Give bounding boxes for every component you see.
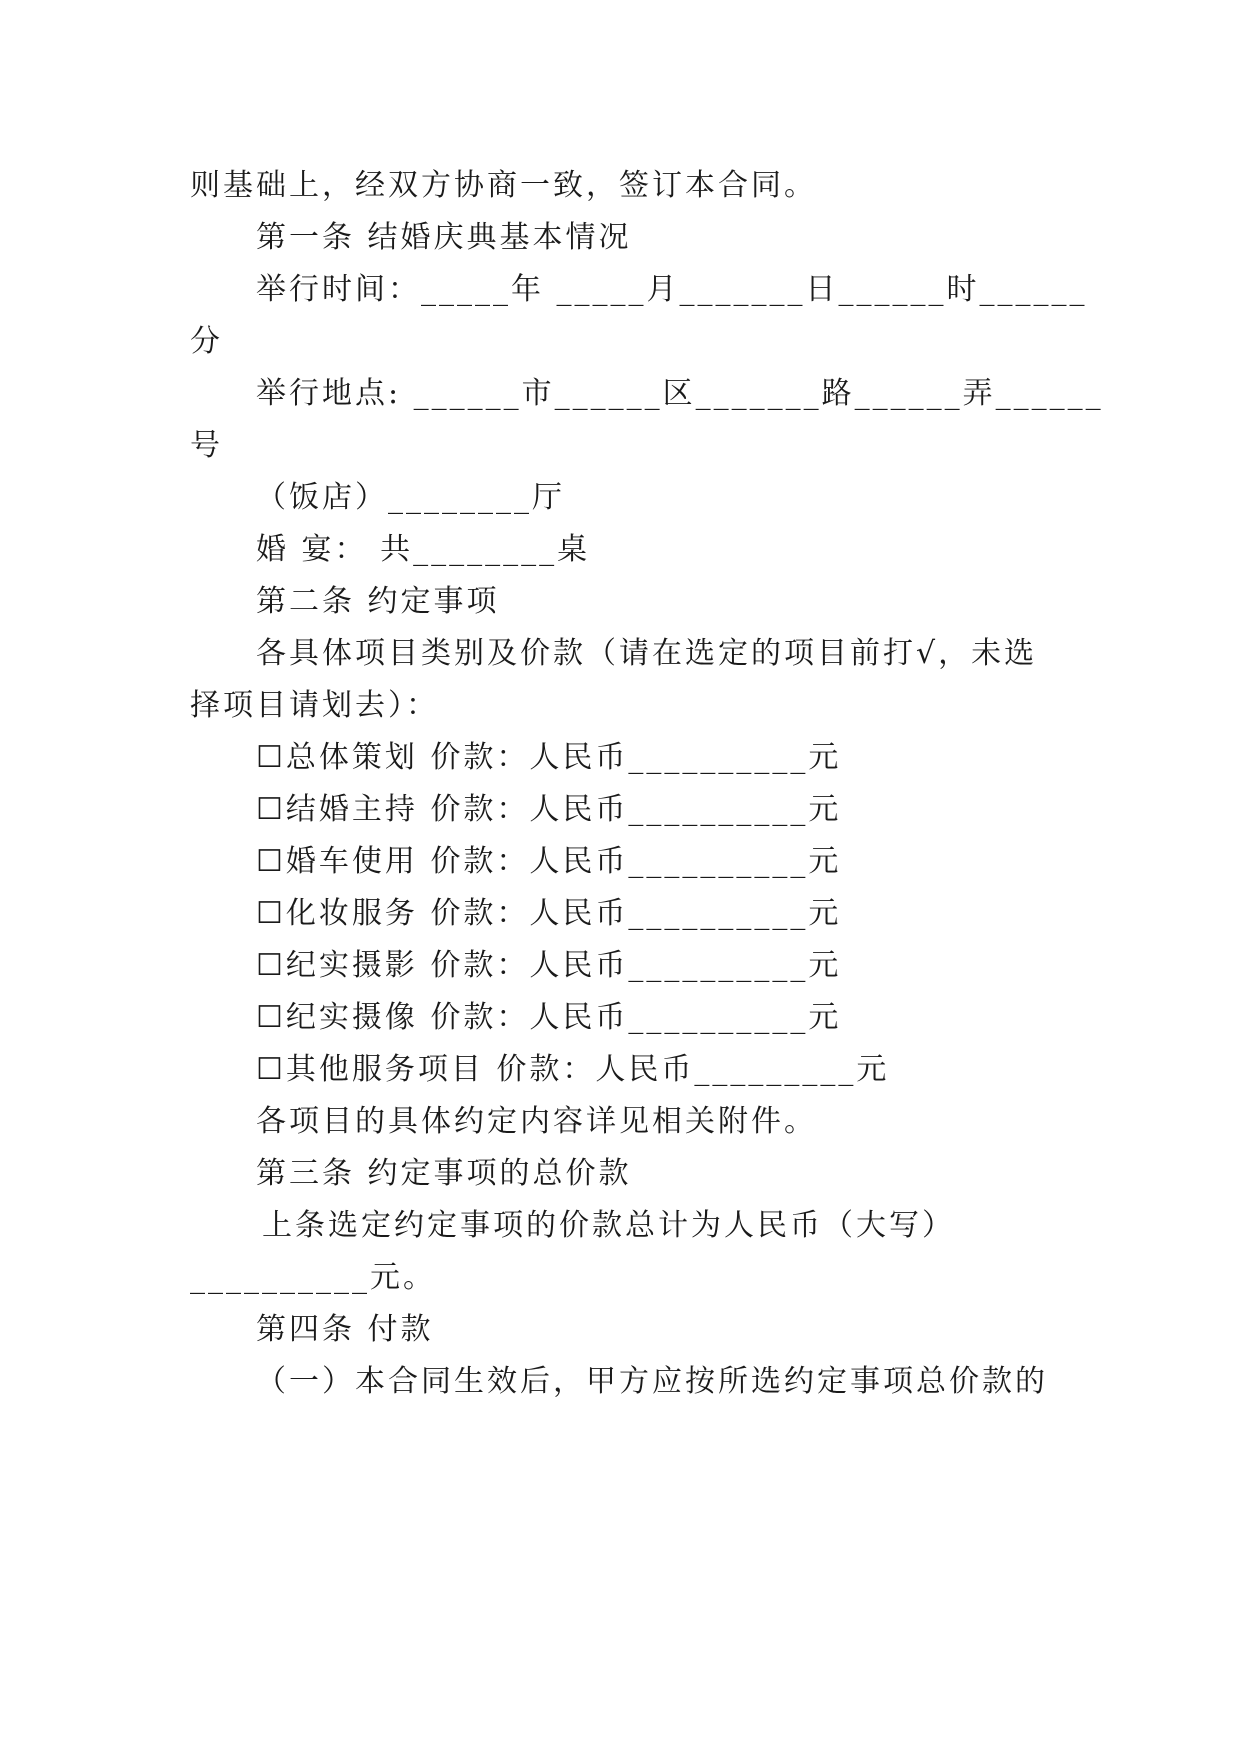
checkbox-item: ☐婚车使用 价款：人民币__________元 bbox=[256, 844, 842, 879]
text-line: 婚 宴： 共________桌 bbox=[256, 532, 591, 567]
article-heading: 第一条 结婚庆典基本情况 bbox=[256, 220, 632, 255]
checkbox-item: ☐化妆服务 价款：人民币__________元 bbox=[256, 896, 842, 931]
article-heading: 第四条 付款 bbox=[256, 1312, 434, 1347]
checkbox-item: ☐其他服务项目 价款：人民币_________元 bbox=[256, 1052, 890, 1087]
text-line: （饭店）________厅 bbox=[256, 480, 565, 515]
text-line: 择项目请划去）： bbox=[190, 688, 439, 723]
text-line: 则基础上，经双方协商一致，签订本合同。 bbox=[190, 168, 817, 203]
article-heading: 第三条 约定事项的总价款 bbox=[256, 1156, 632, 1191]
text-line: 举行地点: ______市______区_______路______弄______ bbox=[256, 376, 1104, 411]
text-line: （一）本合同生效后，甲方应按所选约定事项总价款的 bbox=[256, 1364, 1048, 1399]
article-heading: 第二条 约定事项 bbox=[256, 584, 500, 619]
text-line: 号 bbox=[190, 428, 223, 463]
text-line: 各具体项目类别及价款（请在选定的项目前打√，未选 bbox=[256, 636, 1038, 671]
text-line: 各项目的具体约定内容详见相关附件。 bbox=[256, 1104, 817, 1139]
text-line: 上条选定约定事项的价款总计为人民币（大写） bbox=[262, 1208, 955, 1243]
checkbox-item: ☐结婚主持 价款：人民币__________元 bbox=[256, 792, 842, 827]
checkbox-item: ☐总体策划 价款：人民币__________元 bbox=[256, 740, 842, 775]
text-line: 分 bbox=[190, 324, 223, 359]
text-line: __________元。 bbox=[190, 1260, 436, 1295]
text-line: 举行时间：_____年 _____月_______日______时______ bbox=[256, 272, 1088, 307]
checkbox-item: ☐纪实摄影 价款：人民币__________元 bbox=[256, 948, 842, 983]
checkbox-item: ☐纪实摄像 价款：人民币__________元 bbox=[256, 1000, 842, 1035]
